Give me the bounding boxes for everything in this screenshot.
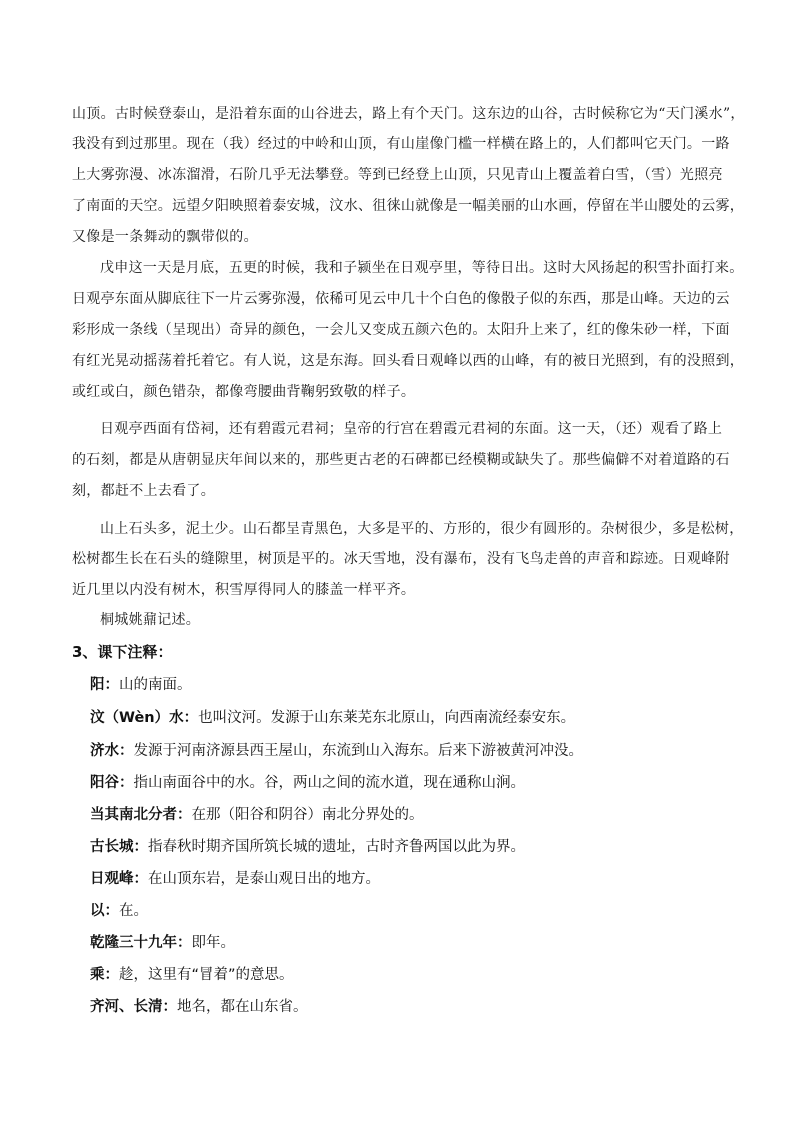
note-term: 日观峰 xyxy=(90,871,134,887)
translation-line: 松树都生长在石头的缝隙里，树顶是平的。冰天雪地，没有瀑布，没有飞鸟走兽的声音和踪迹。日观峰附 xyxy=(72,551,730,567)
translation-line: 日观亭东面从脚底往下一片云雾弥漫，依稀可见云中几十个白色的像骰子似的东西，那是山峰。天边的云 xyxy=(72,291,730,307)
translation-line: 我没有到过那里。现在（我）经过的中岭和山顶，有山崖像门槛一样横在路上的，人们都叫它天门。一路 xyxy=(72,136,730,152)
note-item xyxy=(90,963,294,984)
note-definition: 山的南面。 xyxy=(119,677,192,693)
note-definition: 即年。 xyxy=(191,935,235,951)
note-definition: 发源于河南济源县西王屋山，东流到山入海东。后来下游被黄河冲没。 xyxy=(133,743,583,759)
note-separator: ： xyxy=(104,967,119,983)
translation-line: 山上石头多，泥土少。山石都呈青黑色，大多是平的、方形的，很少有圆形的。杂树很少，多是松树， xyxy=(100,521,744,537)
translation-line: 或红或白，颜色错杂，都像弯腰曲背鞠躬致敬的样子。 xyxy=(72,384,416,400)
note-separator: ： xyxy=(133,871,148,887)
note-definition: 指山南面谷中的水。谷，两山之间的流水道，现在通称山涧。 xyxy=(133,775,525,791)
note-definition: 地名，都在山东省。 xyxy=(177,999,308,1015)
translation-signature: 桐城姚鼐记述。 xyxy=(100,612,201,628)
note-term: 阳 xyxy=(90,677,105,693)
note-term: 当其南北分者 xyxy=(90,807,177,823)
note-definition: 指春秋时期齐国所筑长城的遗址，古时齐鲁两国以此为界。 xyxy=(148,839,525,855)
note-definition: 在。 xyxy=(119,903,148,919)
note-definition: 在那（阳谷和阴谷）南北分界处的。 xyxy=(191,807,424,823)
translation-line: 近几里以内没有树木，积雪厚得同人的膝盖一样平齐。 xyxy=(72,582,416,598)
note-term: 阳谷 xyxy=(90,775,119,791)
note-definition: 在山顶东岩，是泰山观日出的地方。 xyxy=(148,871,380,887)
note-separator: ： xyxy=(133,839,148,855)
note-definition: 也叫汶河。发源于山东莱芜东北原山，向西南流经泰安东。 xyxy=(198,710,576,726)
note-item xyxy=(90,673,192,694)
note-term: 齐河、长清 xyxy=(90,999,163,1015)
note-separator: ： xyxy=(119,775,134,791)
note-term: 济水 xyxy=(90,743,119,759)
note-item xyxy=(90,899,148,920)
note-term: 以 xyxy=(90,903,105,919)
note-item xyxy=(90,995,308,1016)
note-item xyxy=(90,739,583,760)
translation-line: 有红光晃动摇荡着托着它。有人说，这是东海。回头看日观峰以西的山峰，有的被日光照到，有的没照到， xyxy=(72,353,745,369)
translation-line: 上大雾弥漫、冰冻溜滑，石阶几乎无法攀登。等到已经登上山顶，只见青山上覆盖着白雪，（雪）光照亮 xyxy=(72,167,723,183)
translation-line: 日观亭西面有岱祠，还有碧霞元君祠；皇帝的行宫在碧霞元君祠的东面。这一天，（还）观看了路上 xyxy=(100,421,723,437)
note-term: 古长城 xyxy=(90,839,134,855)
notes-heading: 3、课下注释： xyxy=(72,643,173,661)
translation-line: 又像是一条舞动的飘带似的。 xyxy=(72,229,258,245)
note-separator: ： xyxy=(177,807,192,823)
note-term: 乘 xyxy=(90,967,105,983)
note-definition: 趁，这里有“冒着”的意思。 xyxy=(119,967,294,983)
note-item xyxy=(90,706,575,727)
translation-line: 了南面的天空。远望夕阳映照着泰安城，汶水、徂徕山就像是一幅美丽的山水画，停留在半山腰处的云雾， xyxy=(72,198,745,214)
note-separator: ： xyxy=(104,903,119,919)
note-item xyxy=(90,803,424,824)
note-term: 汶（Wèn）水 xyxy=(90,710,184,726)
note-separator: ： xyxy=(119,743,134,759)
translation-line: 戊申这一天是月底，五更的时候，我和子颍坐在日观亭里，等待日出。这时大风扬起的积雪扑面打来。 xyxy=(100,260,744,276)
note-item xyxy=(90,771,525,792)
note-separator: ： xyxy=(162,999,177,1015)
note-item xyxy=(90,867,380,888)
note-item xyxy=(90,931,235,952)
note-item xyxy=(90,835,525,856)
note-separator: ： xyxy=(104,677,119,693)
note-term: 乾隆三十九年 xyxy=(90,935,177,951)
note-separator: ： xyxy=(177,935,192,951)
translation-line: 的石刻，都是从唐朝显庆年间以来的，那些更古老的石碑都已经模糊或缺失了。那些偏僻不对着道路的石 xyxy=(72,452,730,468)
translation-line: 彩形成一条线（呈现出）奇异的颜色，一会儿又变成五颜六色的。太阳升上来了，红的像朱砂一样，下面 xyxy=(72,322,730,338)
note-separator: ： xyxy=(183,710,199,726)
translation-line: 山顶。古时候登泰山，是沿着东面的山谷进去，路上有个天门。这东边的山谷，古时候称它为“天门溪水”， xyxy=(72,106,745,122)
translation-line: 刻，都赶不上去看了。 xyxy=(72,483,215,499)
